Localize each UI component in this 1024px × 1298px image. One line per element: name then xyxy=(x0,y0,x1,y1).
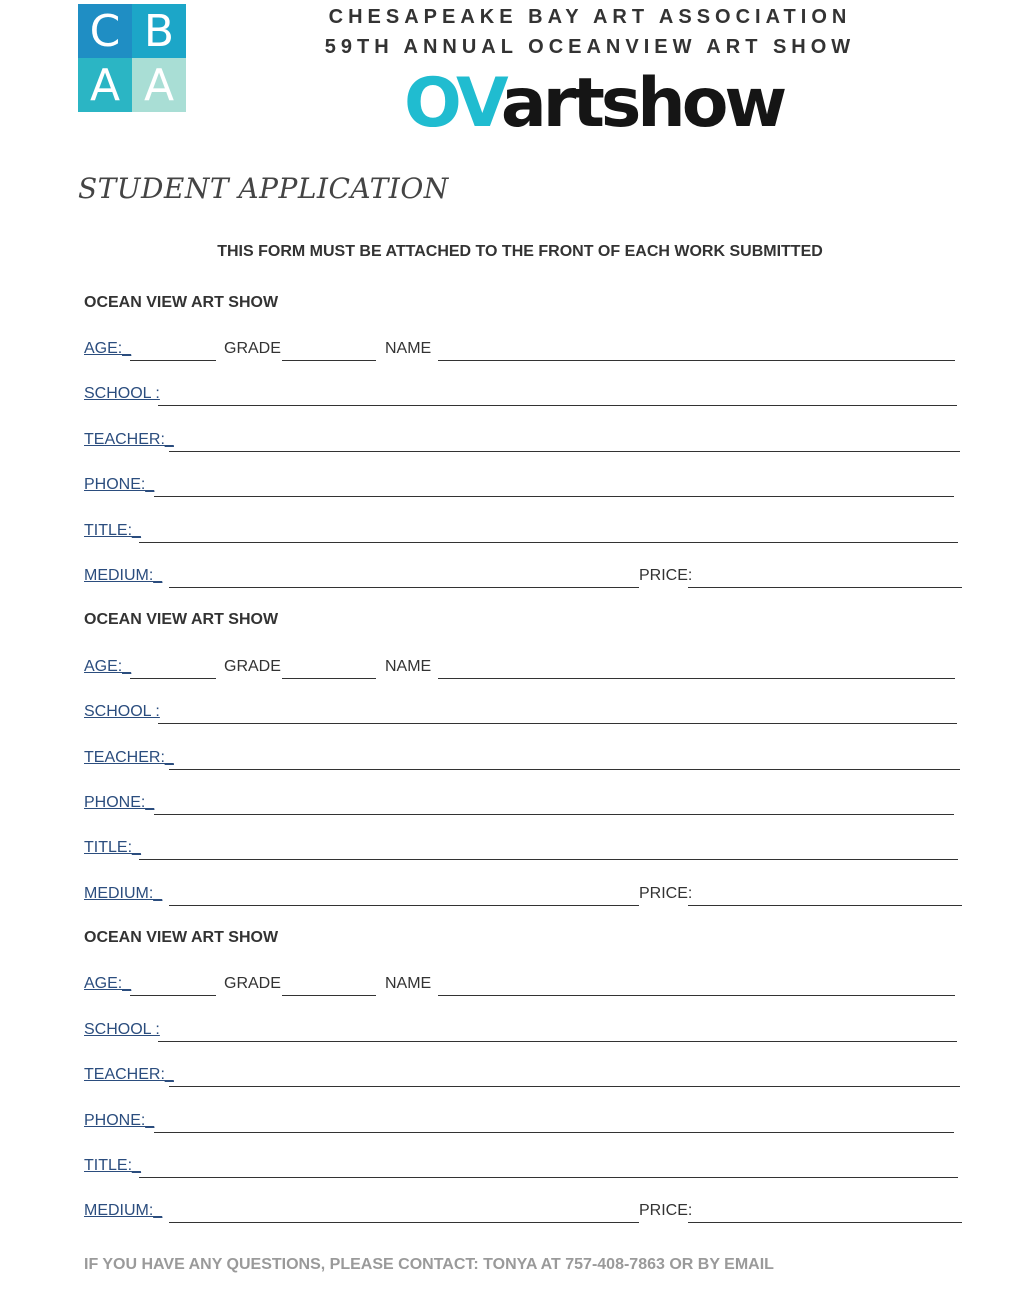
contact-footer: IF YOU HAVE ANY QUESTIONS, PLEASE CONTACT: TONYA AT 757-408-7863 OR BY EMAIL xyxy=(84,1256,774,1273)
logo-letter-c: C xyxy=(78,4,132,58)
school-field[interactable] xyxy=(158,405,957,406)
phone-label: PHONE:_ xyxy=(84,1112,155,1129)
teacher-field[interactable] xyxy=(169,769,960,770)
ovartshow-logo xyxy=(404,64,783,144)
price-field[interactable] xyxy=(688,905,962,906)
school-field[interactable] xyxy=(158,1041,957,1042)
grade-label: GRADE xyxy=(224,975,281,992)
phone-field[interactable] xyxy=(154,496,954,497)
title-label: TITLE:_ xyxy=(84,522,141,539)
title-label: TITLE:_ xyxy=(84,1157,141,1174)
name-label: NAME xyxy=(385,340,432,357)
teacher-label: TEACHER:_ xyxy=(84,431,174,448)
name-label: NAME xyxy=(385,658,432,675)
school-field[interactable] xyxy=(158,723,957,724)
logo-letter-a2: A xyxy=(132,58,186,112)
age-field[interactable] xyxy=(130,360,216,361)
grade-field[interactable] xyxy=(282,678,376,679)
form-title: STUDENT APPLICATION xyxy=(78,172,449,205)
medium-label: MEDIUM:_ xyxy=(84,885,163,902)
medium-label: MEDIUM:_ xyxy=(84,567,163,584)
price-field[interactable] xyxy=(688,587,962,588)
medium-field[interactable] xyxy=(169,1222,639,1223)
price-label: PRICE: xyxy=(639,1202,693,1219)
brand-prefix: OV xyxy=(404,64,501,143)
title-label: TITLE:_ xyxy=(84,839,141,856)
grade-label: GRADE xyxy=(224,658,281,675)
teacher-label: TEACHER:_ xyxy=(84,749,174,766)
age-field[interactable] xyxy=(130,678,216,679)
cbaa-logo xyxy=(78,4,186,112)
teacher-label: TEACHER:_ xyxy=(84,1066,174,1083)
teacher-field[interactable] xyxy=(169,1086,960,1087)
section-heading: OCEAN VIEW ART SHOW xyxy=(84,294,279,311)
section-heading: OCEAN VIEW ART SHOW xyxy=(84,611,279,628)
phone-label: PHONE:_ xyxy=(84,476,155,493)
grade-label: GRADE xyxy=(224,340,281,357)
medium-field[interactable] xyxy=(169,905,639,906)
school-label: SCHOOL : xyxy=(84,1021,160,1038)
age-field[interactable] xyxy=(130,995,216,996)
medium-field[interactable] xyxy=(169,587,639,588)
teacher-field[interactable] xyxy=(169,451,960,452)
name-field[interactable] xyxy=(438,678,955,679)
phone-field[interactable] xyxy=(154,1132,954,1133)
brand-suffix: artshow xyxy=(500,64,784,143)
phone-label: PHONE:_ xyxy=(84,794,155,811)
medium-label: MEDIUM:_ xyxy=(84,1202,163,1219)
age-label: AGE:_ xyxy=(84,340,132,357)
price-label: PRICE: xyxy=(639,567,693,584)
school-label: SCHOOL : xyxy=(84,385,160,402)
association-name: CHESAPEAKE BAY ART ASSOCIATION xyxy=(328,6,852,28)
show-name: 59TH ANNUAL OCEANVIEW ART SHOW xyxy=(324,36,856,58)
age-label: AGE:_ xyxy=(84,975,132,992)
name-field[interactable] xyxy=(438,995,955,996)
grade-field[interactable] xyxy=(282,995,376,996)
section-heading: OCEAN VIEW ART SHOW xyxy=(84,929,279,946)
price-label: PRICE: xyxy=(639,885,693,902)
logo-letter-a1: A xyxy=(78,58,132,112)
title-field[interactable] xyxy=(139,859,958,860)
age-label: AGE:_ xyxy=(84,658,132,675)
phone-field[interactable] xyxy=(154,814,954,815)
instruction-text: THIS FORM MUST BE ATTACHED TO THE FRONT OF EACH WORK SUBMITTED xyxy=(217,243,823,260)
title-field[interactable] xyxy=(139,1177,958,1178)
logo-letter-b: B xyxy=(132,4,186,58)
grade-field[interactable] xyxy=(282,360,376,361)
name-label: NAME xyxy=(385,975,432,992)
school-label: SCHOOL : xyxy=(84,703,160,720)
price-field[interactable] xyxy=(688,1222,962,1223)
name-field[interactable] xyxy=(438,360,955,361)
title-field[interactable] xyxy=(139,542,958,543)
